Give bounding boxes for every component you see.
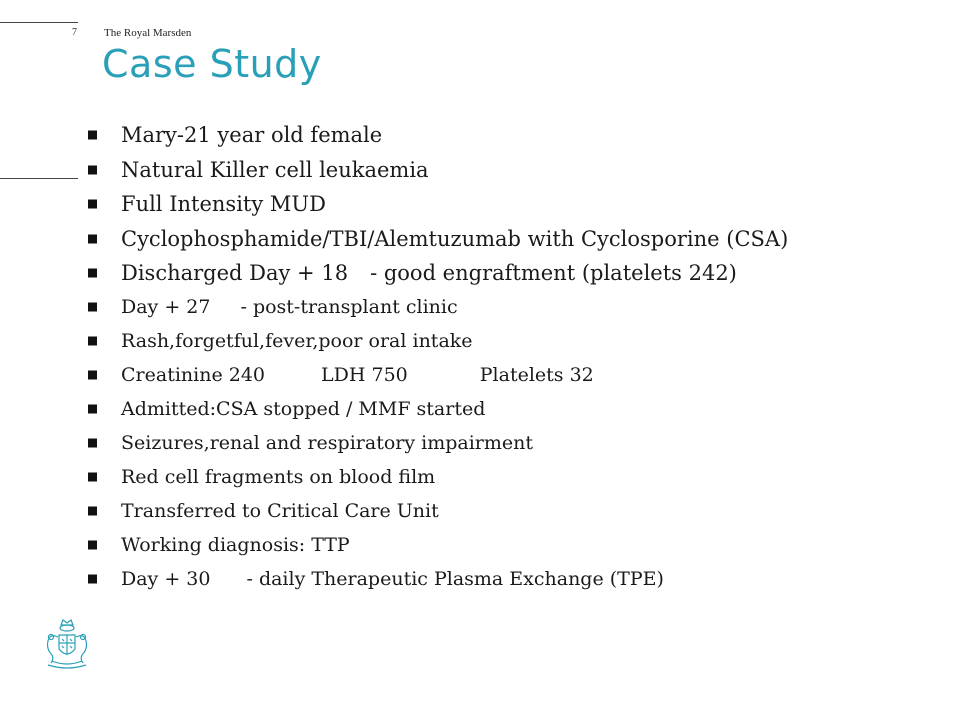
bullet-seizures: Seizures,renal and respiratory impairment: [88, 426, 664, 460]
bullet-square-icon: [88, 371, 97, 380]
bullet-square-icon: [88, 131, 97, 140]
bullet-list-course: [88, 290, 664, 596]
lab-platelets: Platelets 32: [479, 364, 594, 386]
bullet-square-icon: [88, 439, 97, 448]
bullet-square-icon: [88, 303, 97, 312]
bullet-square-icon: [88, 337, 97, 346]
bullet-working-diagnosis: Working diagnosis: TTP: [88, 528, 664, 562]
bullet-square-icon: [88, 405, 97, 414]
bullet-square-icon: [88, 165, 97, 174]
header-rule: [0, 22, 78, 23]
bullet-list-main: [88, 118, 788, 291]
bullet-symptoms: Rash,forgetful,fever,poor oral intake: [88, 324, 664, 358]
bullet-square-icon: [88, 541, 97, 550]
royal-crest-icon: [42, 615, 92, 671]
slide-title: Case Study: [102, 42, 322, 86]
bullet-transferred: Transferred to Critical Care Unit: [88, 494, 664, 528]
bullet-discharged: Discharged Day + 18 - good engraftment (platelets 242): [88, 256, 788, 291]
lab-ldh: LDH 750: [321, 364, 408, 386]
bullet-day30: Day + 30 - daily Therapeutic Plasma Exchange (TPE): [88, 562, 664, 596]
organization-name: The Royal Marsden: [104, 27, 192, 39]
bullet-square-icon: [88, 269, 97, 278]
bullet-regimen: Cyclophosphamide/TBI/Alemtuzumab with Cyclosporine (CSA): [88, 222, 788, 257]
bullet-admitted: Admitted:CSA stopped / MMF started: [88, 392, 664, 426]
bullet-square-icon: [88, 507, 97, 516]
lab-creatinine: Creatinine 240: [121, 364, 266, 386]
bullet-diagnosis: Natural Killer cell leukaemia: [88, 153, 788, 188]
bullet-square-icon: [88, 473, 97, 482]
bullet-conditioning: Full Intensity MUD: [88, 187, 788, 222]
page-number: 7: [72, 27, 77, 38]
bullet-fragments: Red cell fragments on blood film: [88, 460, 664, 494]
bullet-labs: [88, 358, 664, 392]
bullet-square-icon: [88, 200, 97, 209]
bullet-day27: Day + 27 - post-transplant clinic: [88, 290, 664, 324]
bullet-square-icon: [88, 234, 97, 243]
side-rule: [0, 178, 78, 179]
bullet-square-icon: [88, 575, 97, 584]
bullet-patient: Mary-21 year old female: [88, 118, 788, 153]
